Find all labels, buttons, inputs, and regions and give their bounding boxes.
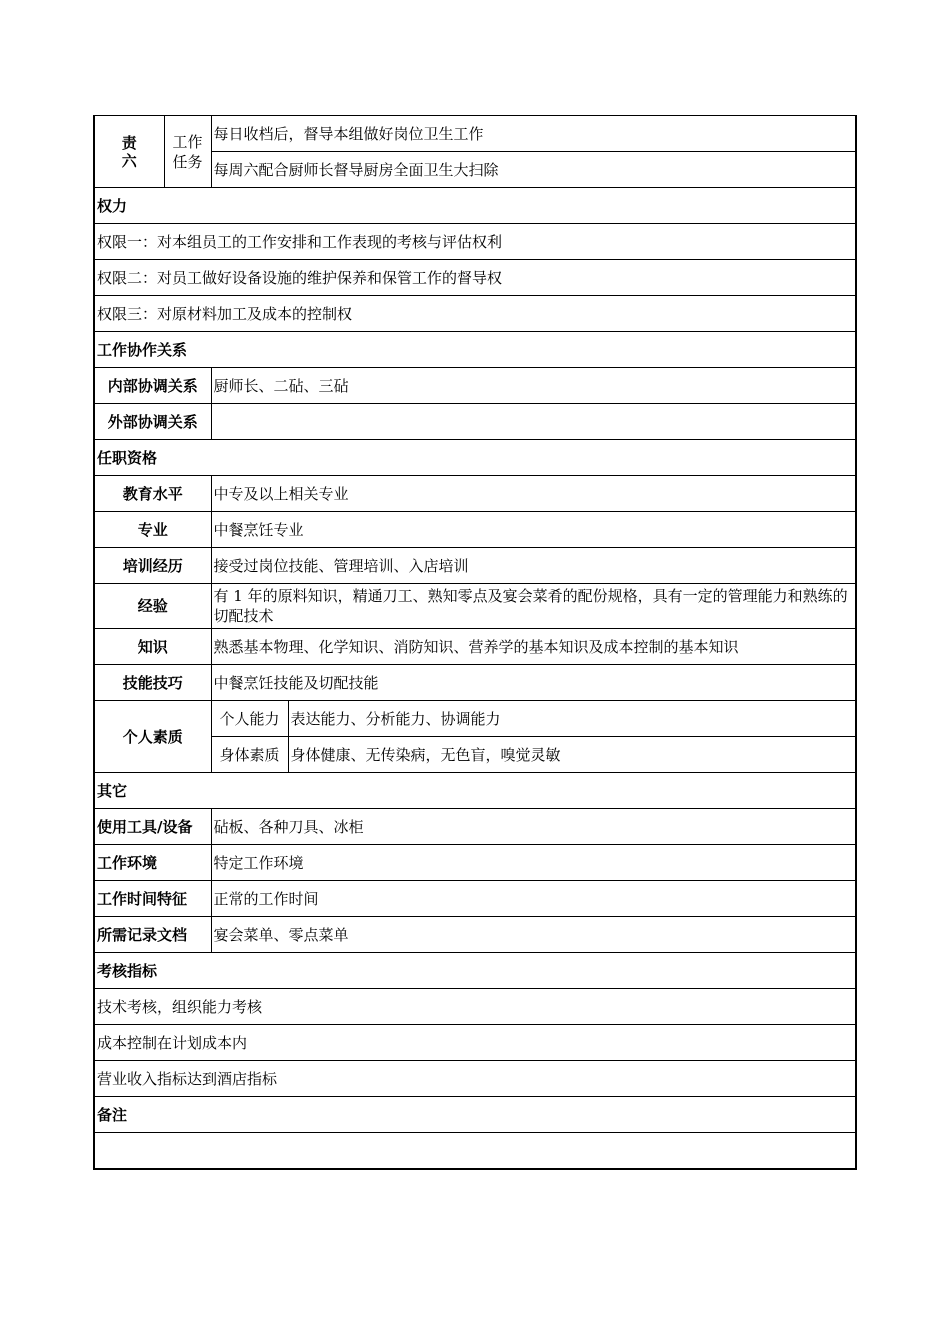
tools-value: 砧板、各种刀具、冰柜 <box>211 809 856 845</box>
personal-ability-value: 表达能力、分析能力、协调能力 <box>288 701 856 737</box>
duty-task-2: 每周六配合厨师长督导厨房全面卫生大扫除 <box>211 152 856 188</box>
knowledge-value: 熟悉基本物理、化学知识、消防知识、营养学的基本知识及成本控制的基本知识 <box>211 629 856 665</box>
remarks-value <box>94 1133 856 1169</box>
knowledge-label: 知识 <box>94 629 211 665</box>
authority-item-3: 权限三：对原材料加工及成本的控制权 <box>94 296 856 332</box>
personal-ability-label: 个人能力 <box>211 701 288 737</box>
work-time-value: 正常的工作时间 <box>211 881 856 917</box>
experience-value: 有 1 年的原料知识，精通刀工、熟知零点及宴会菜肴的配份规格，具有一定的管理能力和熟练的切配技术 <box>211 584 856 629</box>
internal-coordination-label: 内部协调关系 <box>94 368 211 404</box>
duty-sub-label: 工作 任务 <box>164 116 211 188</box>
skills-value: 中餐烹饪技能及切配技能 <box>211 665 856 701</box>
external-coordination-value <box>211 404 856 440</box>
personal-quality-label: 个人素质 <box>94 701 211 773</box>
authority-item-2: 权限二：对员工做好设备设施的维护保养和保管工作的督导权 <box>94 260 856 296</box>
assessment-title: 考核指标 <box>94 953 856 989</box>
assessment-item-1: 技术考核，组织能力考核 <box>94 989 856 1025</box>
physical-quality-label: 身体素质 <box>211 737 288 773</box>
major-value: 中餐烹饪专业 <box>211 512 856 548</box>
assessment-item-3: 营业收入指标达到酒店指标 <box>94 1061 856 1097</box>
duty-task-1: 每日收档后，督导本组做好岗位卫生工作 <box>211 116 856 152</box>
environment-label: 工作环境 <box>94 845 211 881</box>
work-time-label: 工作时间特征 <box>94 881 211 917</box>
authority-title: 权力 <box>94 188 856 224</box>
physical-quality-value: 身体健康、无传染病，无色盲，嗅觉灵敏 <box>288 737 856 773</box>
training-label: 培训经历 <box>94 548 211 584</box>
internal-coordination-value: 厨师长、二砧、三砧 <box>211 368 856 404</box>
external-coordination-label: 外部协调关系 <box>94 404 211 440</box>
major-label: 专业 <box>94 512 211 548</box>
tools-label: 使用工具/设备 <box>94 809 211 845</box>
environment-value: 特定工作环境 <box>211 845 856 881</box>
assessment-item-2: 成本控制在计划成本内 <box>94 1025 856 1061</box>
skills-label: 技能技巧 <box>94 665 211 701</box>
education-value: 中专及以上相关专业 <box>211 476 856 512</box>
other-title: 其它 <box>94 773 856 809</box>
experience-label: 经验 <box>94 584 211 629</box>
authority-item-1: 权限一：对本组员工的工作安排和工作表现的考核与评估权利 <box>94 224 856 260</box>
training-value: 接受过岗位技能、管理培训、入店培训 <box>211 548 856 584</box>
remarks-title: 备注 <box>94 1097 856 1133</box>
education-label: 教育水平 <box>94 476 211 512</box>
records-value: 宴会菜单、零点菜单 <box>211 917 856 953</box>
duty-label: 责 六 <box>94 116 164 188</box>
records-label: 所需记录文档 <box>94 917 211 953</box>
job-description-table <box>93 115 857 1170</box>
cooperation-title: 工作协作关系 <box>94 332 856 368</box>
qualification-title: 任职资格 <box>94 440 856 476</box>
